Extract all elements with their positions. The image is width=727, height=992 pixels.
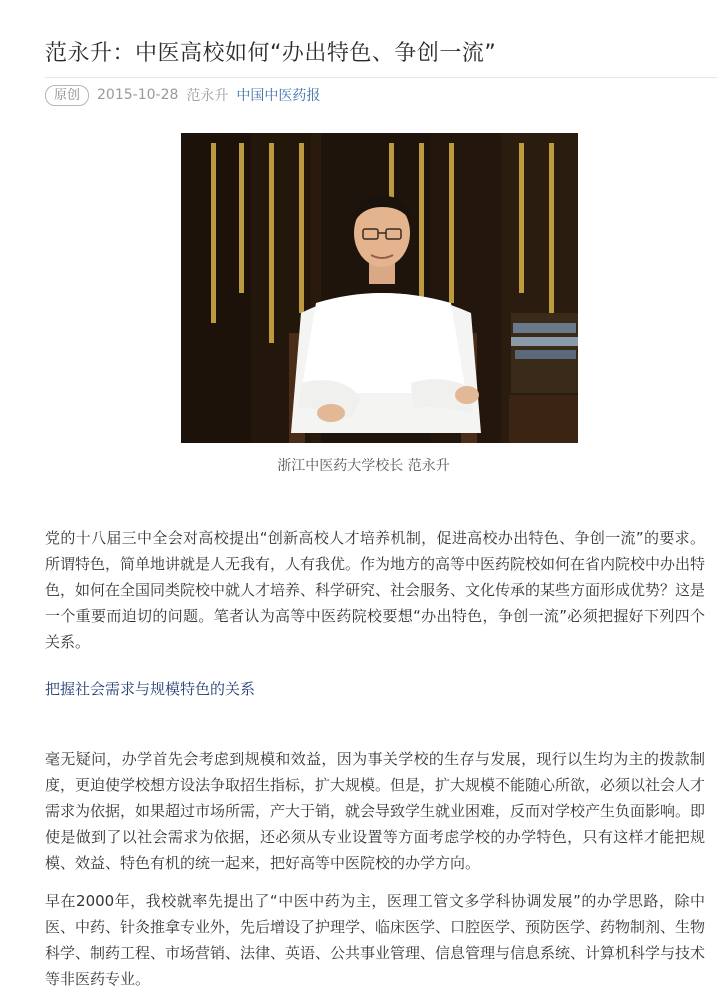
paragraph-history: 早在2000年，我校就率先提出了“中医中药为主，医理工管文多学科协调发展”的办学思路，除中医、中药、针灸推拿专业外，先后增设了护理学、临床医学、口腔医学、预防医学、药物制剂、生物科学、制药工程、市场营销、法律、英语、公共事业管理、信息管理与信息系统、计算机科学与技术等非医药专业。 <box>45 892 706 988</box>
author-name: 范永升 <box>186 88 229 104</box>
image-caption: 浙江中医药大学校长 范永升 <box>277 458 450 474</box>
publish-date: 2015-10-28 <box>97 87 179 103</box>
original-badge: 原创 <box>45 85 89 106</box>
title-divider <box>45 77 717 78</box>
portrait-photo <box>181 133 578 443</box>
paragraph-intro: 党的十八届三中全会对高校提出“创新高校人才培养机制，促进高校办出特色、争创一流”的要求。所谓特色，简单地讲就是人无我有，人有我优。作为地方的高等中医药院校如何在省内院校中办出特色，如何在全国同类院校中就人才培养、科学研究、社会服务、文化传承的某些方面形成优势？这是一个重要而迫切的问题。笔者认为高等中医药院校要想“办出特色，争创一流”必须把握好下列四个关系。 <box>45 529 706 651</box>
source-link[interactable]: 中国中医药报 <box>236 88 321 104</box>
section-heading: 把握社会需求与规模特色的关系 <box>45 680 256 698</box>
article-meta <box>45 84 320 106</box>
article-title: 范永升：中医高校如何“办出特色、争创一流” <box>45 41 497 66</box>
paragraph-scale: 毫无疑问，办学首先会考虑到规模和效益，因为事关学校的生存与发展，现行以生均为主的拨款制度，更迫使学校想方设法争取招生指标，扩大规模。但是，扩大规模不能随心所欲，必须以社会人才需求为依据，如果超过市场所需，产大于销，就会导致学生就业困难，反而对学校产生负面影响。即使是做到了以社会需求为依据，还必须从专业设置等方面考虑学校的办学特色，只有这样才能把规模、效益、特色有机的统一起来，把好高等中医院校的办学方向。 <box>45 750 706 872</box>
